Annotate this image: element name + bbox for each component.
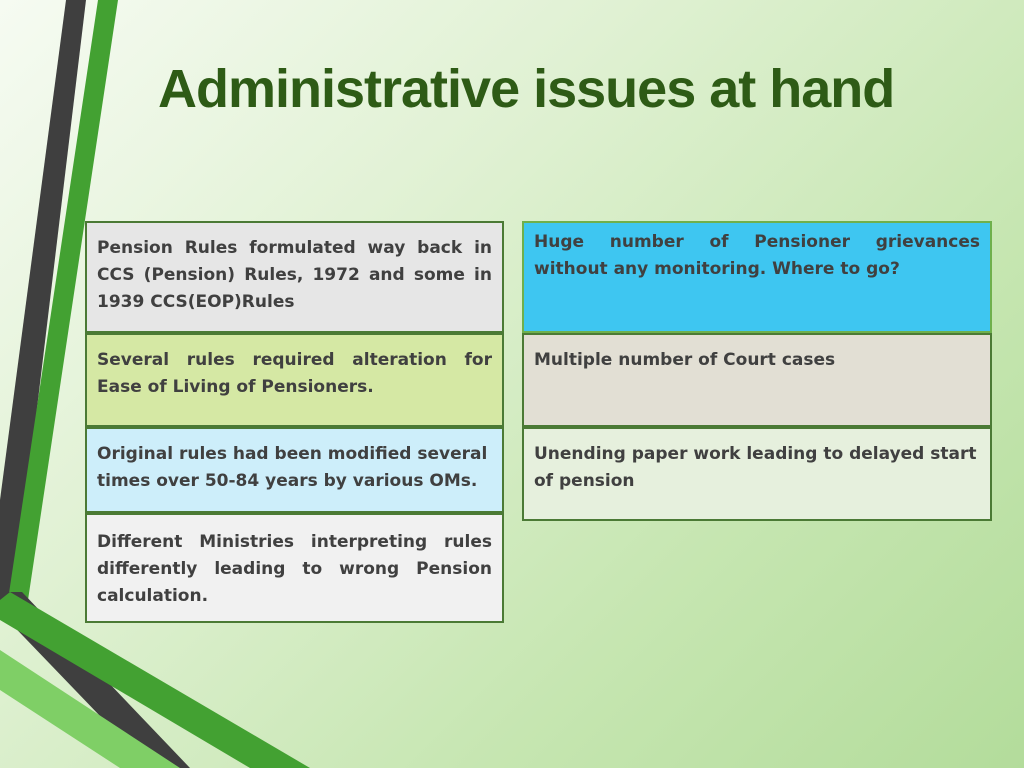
issue-box-rule-alteration: Several rules required alteration for Ease of Living of Pensioners.: [85, 333, 504, 427]
issue-box-grievances: Huge number of Pensioner grievances without any monitoring. Where to go?: [522, 221, 992, 333]
issue-box-court-cases: Multiple number of Court cases: [522, 333, 992, 427]
issue-box-pension-rules: Pension Rules formulated way back in CCS (Pension) Rules, 1972 and some in 1939 CCS(EOP)Rules: [85, 221, 504, 333]
dark-stripe-top: [0, 0, 86, 600]
page-title: Administrative issues at hand: [158, 59, 895, 119]
issue-box-ministries-interpretation: Different Ministries interpreting rules differently leading to wrong Pension calculation.: [85, 513, 504, 623]
issue-box-modified-rules: Original rules had been modified several times over 50-84 years by various OMs.: [85, 427, 504, 513]
issue-box-paper-work: Unending paper work leading to delayed start of pension: [522, 427, 992, 521]
